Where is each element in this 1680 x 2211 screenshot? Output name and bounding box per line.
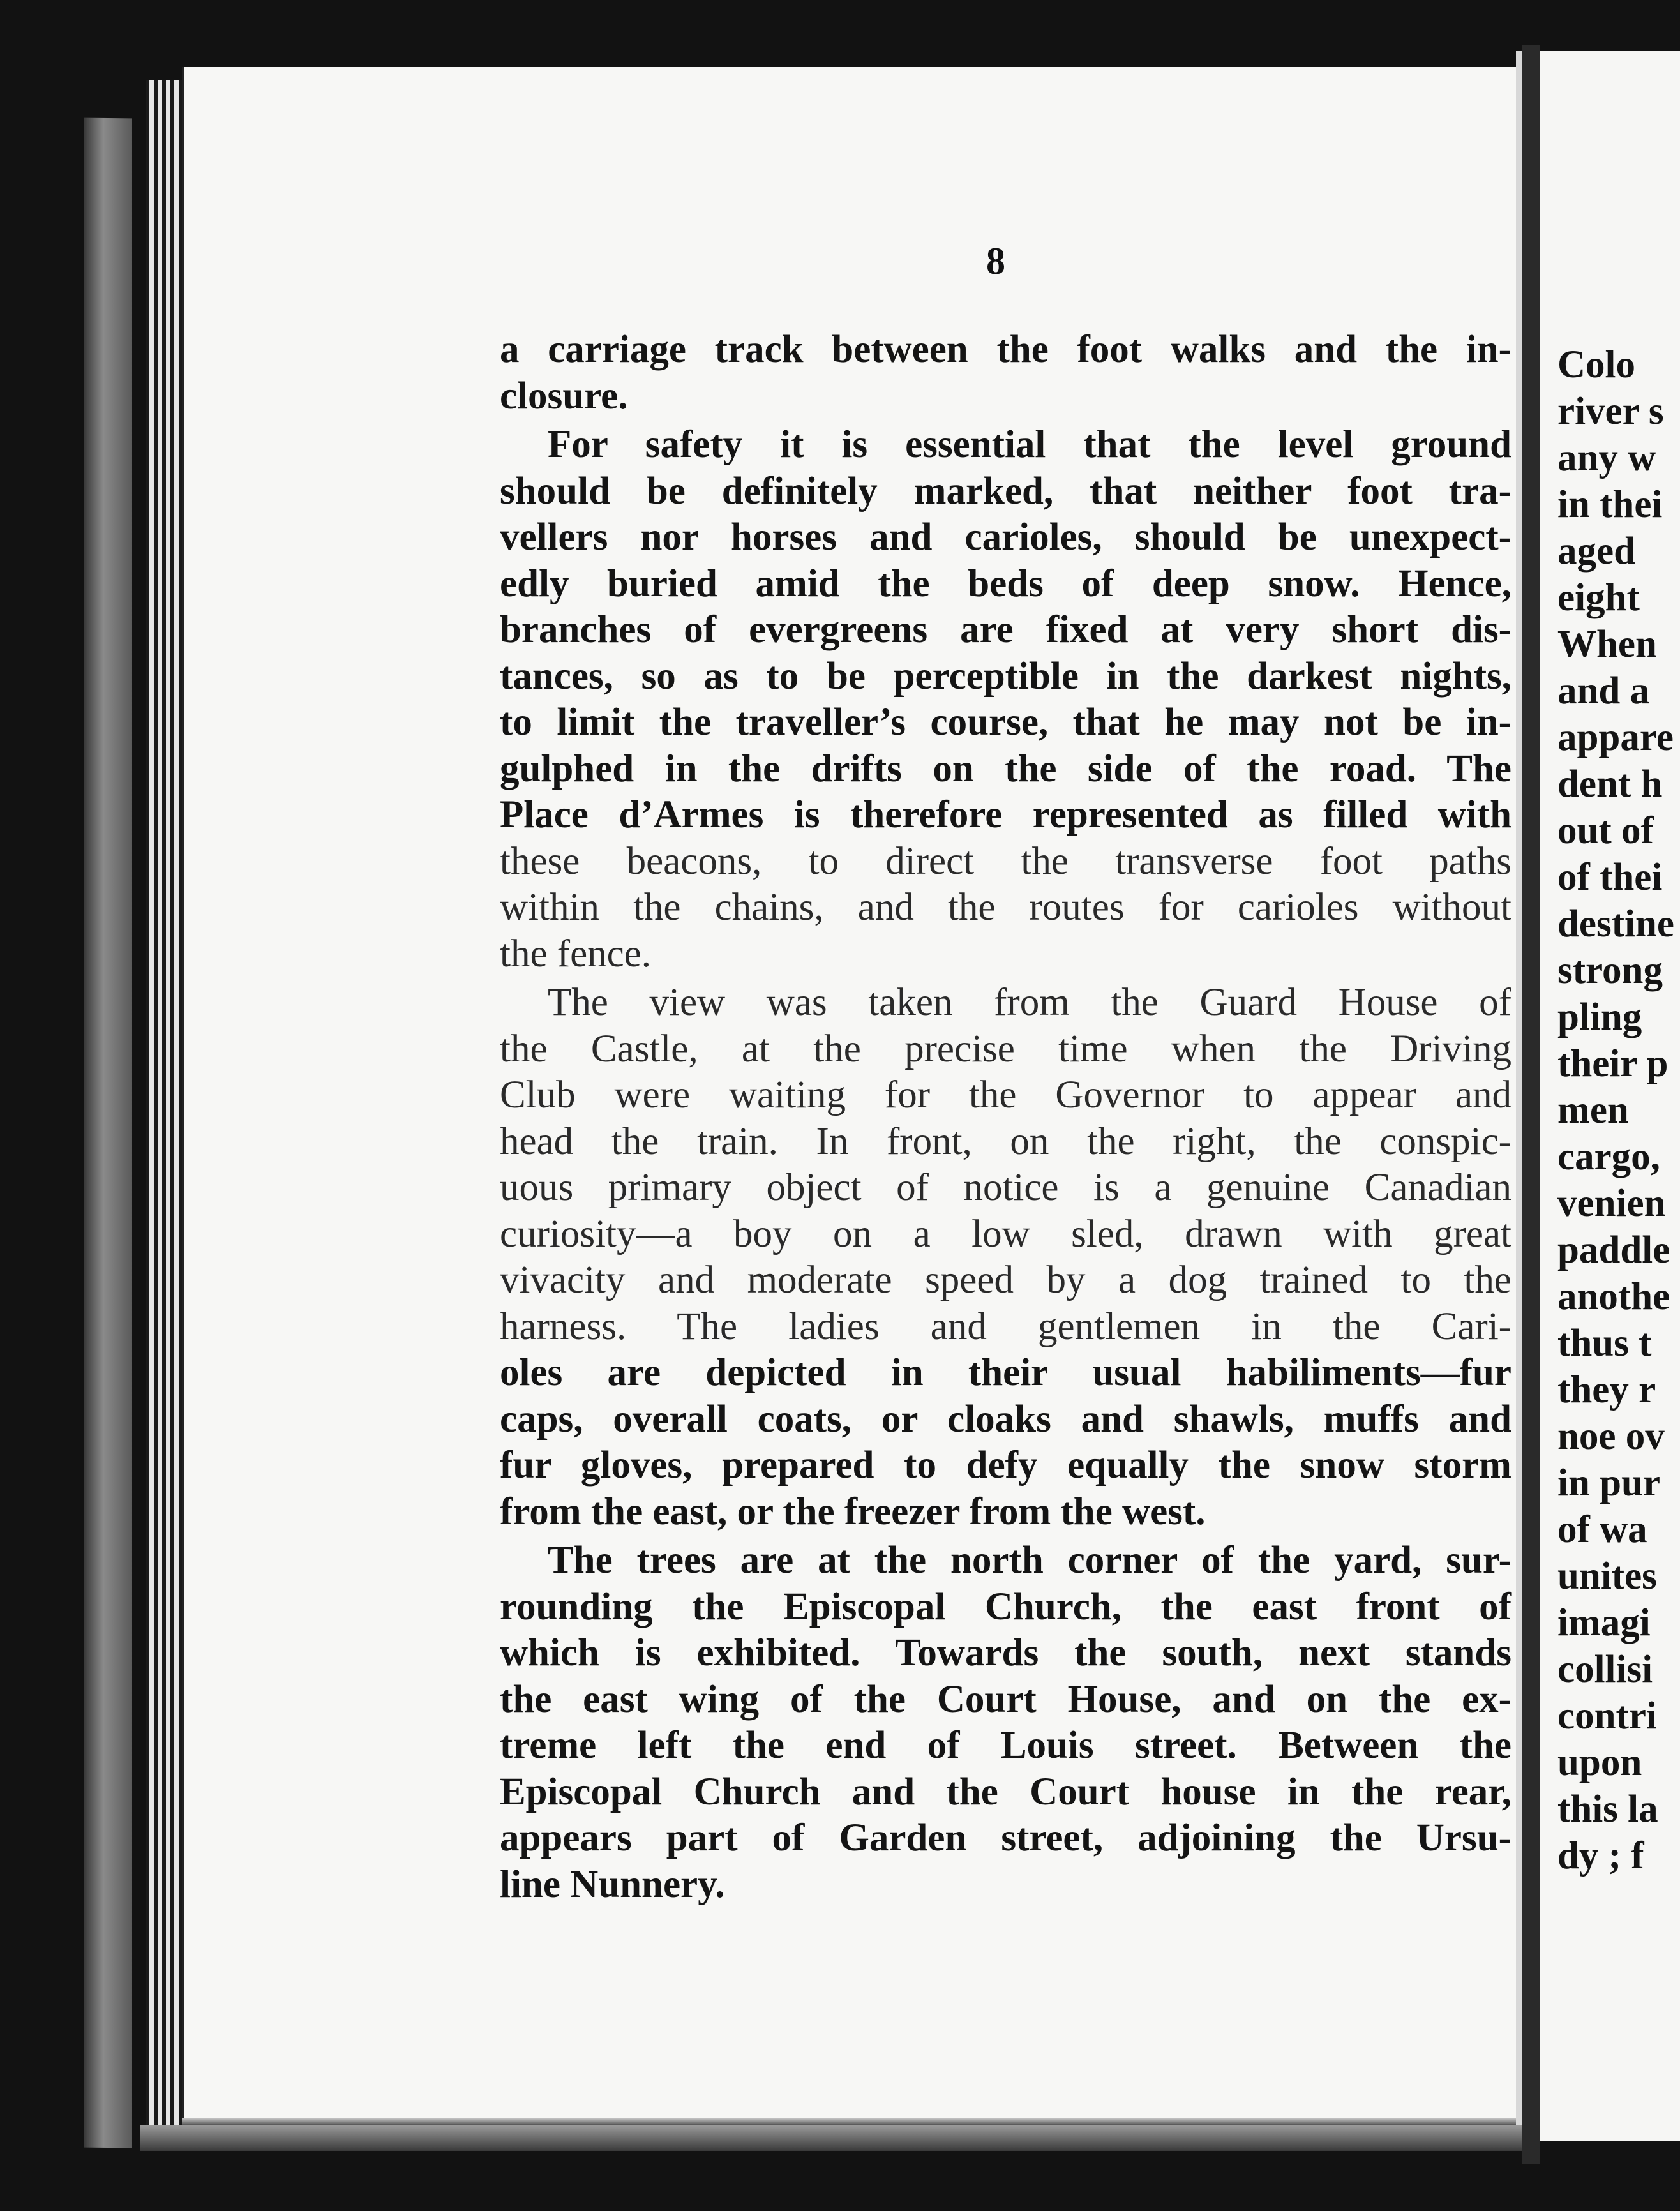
text-line: to limit the traveller’s course, that he may not be in- (500, 701, 1511, 744)
text-fragment: out of (1557, 809, 1654, 852)
text-line: caps, overall coats, or cloaks and shawls, muffs and (500, 1397, 1511, 1441)
text-fragment: eight (1557, 576, 1640, 619)
text-line: Episcopal Church and the Court house in the rear, (500, 1770, 1511, 1813)
text-line: should be definitely marked, that neither foot tra- (500, 469, 1511, 513)
text-line: The trees are at the north corner of the yard, sur- (548, 1539, 1511, 1582)
text-line: the fence. (500, 932, 652, 975)
text-fragment: noe ov (1557, 1415, 1665, 1458)
text-fragment: imagi (1557, 1601, 1651, 1644)
text-fragment: men (1557, 1089, 1629, 1132)
text-fragment: collisi (1557, 1648, 1653, 1691)
text-fragment: this la (1557, 1788, 1658, 1831)
text-line: the Castle, at the precise time when the Driving (500, 1027, 1511, 1070)
text-line: appears part of Garden street, adjoining the Ursu- (500, 1817, 1511, 1859)
text-line: For safety it is essential that the level ground (548, 423, 1511, 466)
text-line: the east wing of the Court House, and on the ex- (500, 1677, 1511, 1721)
text-line: The view was taken from the Guard House of (548, 981, 1511, 1024)
text-fragment: dy ; f (1557, 1834, 1644, 1877)
text-fragment: anothe (1557, 1275, 1670, 1318)
text-line: curiosity—a boy on a low sled, drawn with great (500, 1212, 1511, 1255)
text-fragment: dent h (1557, 763, 1663, 806)
text-line: within the chains, and the routes for carioles without (500, 886, 1511, 929)
text-line: harness. The ladies and gentlemen in the Cari- (500, 1305, 1511, 1348)
page-bottom-edge (140, 2125, 1522, 2151)
text-fragment: their p (1557, 1042, 1669, 1085)
text-fragment: thus t (1557, 1322, 1652, 1365)
text-fragment: destine (1557, 903, 1674, 945)
left-page-text (500, 327, 1511, 1908)
text-fragment: in thei (1557, 483, 1663, 526)
text-fragment: contri (1557, 1695, 1657, 1737)
text-line: head the train. In front, on the right, the conspic- (500, 1120, 1511, 1163)
text-line: vellers nor horses and carioles, should be unexpect- (500, 516, 1511, 558)
text-line: oles are depicted in their usual habiliments—fur (500, 1351, 1511, 1394)
right-page-text-fragments (1557, 341, 1680, 1879)
text-fragment: aged (1557, 530, 1635, 573)
text-line: edly buried amid the beds of deep snow. Hence, (500, 562, 1511, 605)
text-line: from the east, or the freezer from the west. (500, 1490, 1206, 1533)
text-fragment: in pur (1557, 1462, 1661, 1504)
text-line: closure. (500, 374, 628, 417)
text-fragment: river s (1557, 390, 1664, 433)
text-fragment: of wa (1557, 1508, 1647, 1551)
page-leaf-edges (146, 80, 184, 2141)
text-line: rounding the Episcopal Church, the east front of (500, 1585, 1511, 1628)
page-edge-shadow (84, 118, 132, 2148)
book-gutter (1522, 45, 1540, 2164)
text-fragment: cargo, (1557, 1135, 1660, 1178)
text-fragment: upon (1557, 1741, 1642, 1784)
text-line: gulphed in the drifts on the side of the road. The (500, 747, 1511, 790)
text-line: uous primary object of notice is a genuine Canadian (500, 1166, 1511, 1209)
text-line: fur gloves, prepared to defy equally the snow storm (500, 1444, 1511, 1487)
text-fragment: any w (1557, 437, 1656, 479)
text-line: vivacity and moderate speed by a dog trained to the (500, 1259, 1511, 1301)
text-line: line Nunnery. (500, 1862, 725, 1906)
page-number: 8 (986, 240, 1005, 282)
text-line: Club were waiting for the Governor to appear and (500, 1074, 1511, 1116)
text-line: branches of evergreens are fixed at very short dis- (500, 608, 1511, 651)
text-fragment: venien (1557, 1182, 1666, 1225)
text-fragment: pling (1557, 996, 1642, 1038)
text-fragment: When (1557, 623, 1657, 666)
text-line: tances, so as to be perceptible in the darkest nights, (500, 654, 1511, 698)
text-fragment: they r (1557, 1368, 1656, 1411)
page-bottom-rule (182, 2118, 1522, 2125)
text-fragment: appare (1557, 716, 1674, 759)
text-line: which is exhibited. Towards the south, next stands (500, 1631, 1511, 1674)
text-fragment: unites (1557, 1555, 1657, 1598)
text-fragment: Colo (1557, 343, 1635, 386)
text-fragment: of thei (1557, 856, 1663, 899)
text-line: these beacons, to direct the transverse foot paths (500, 839, 1511, 883)
text-line: Place d’Armes is therefore represented as filled with (500, 793, 1511, 836)
text-line: treme left the end of Louis street. Between the (500, 1724, 1511, 1767)
text-fragment: paddle (1557, 1229, 1670, 1271)
text-line: a carriage track between the foot walks and the in- (500, 328, 1511, 371)
text-fragment: and a (1557, 670, 1650, 712)
text-fragment: strong (1557, 949, 1663, 992)
